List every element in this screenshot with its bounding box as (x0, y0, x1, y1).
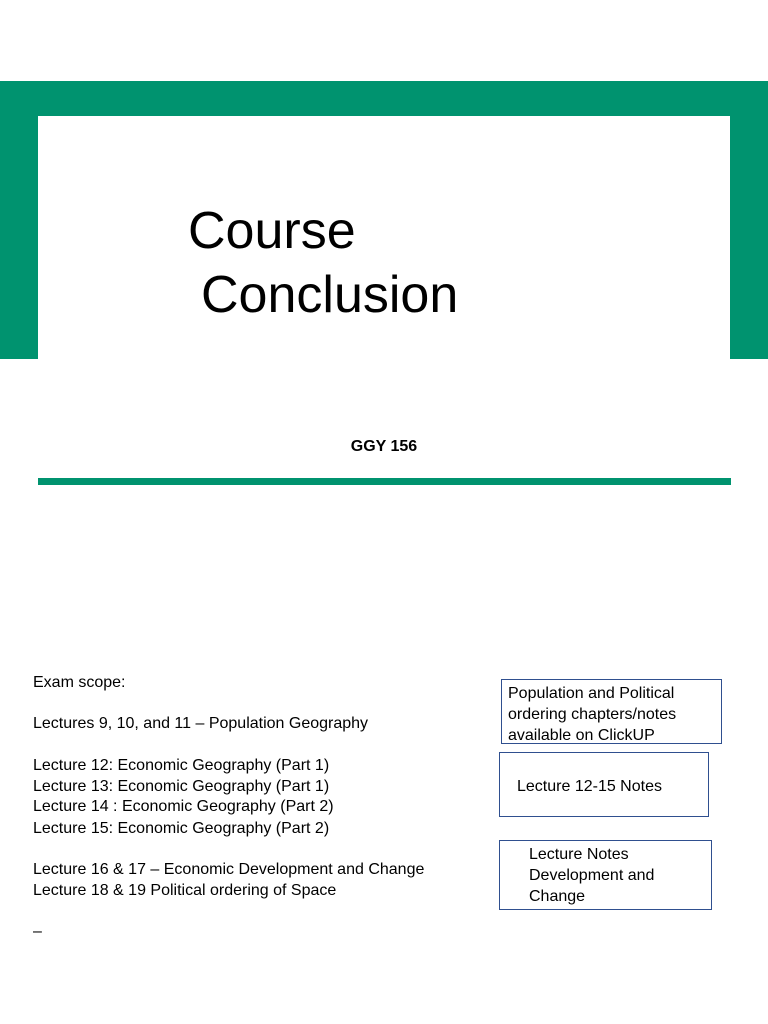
page-title-line-2: Conclusion (201, 266, 459, 324)
box-text-line: Lecture Notes (529, 846, 629, 863)
box-text-line: ordering chapters/notes (508, 706, 677, 723)
page-title-line-1: Course (188, 202, 356, 260)
exam-scope-line: Lecture 14 : Economic Geography (Part 2) (33, 798, 334, 815)
development-notes-box (499, 840, 712, 910)
exam-scope-line: Lecture 18 & 19 Political ordering of Space (33, 882, 337, 899)
exam-scope-line: Lecture 15: Economic Geography (Part 2) (33, 820, 330, 837)
exam-scope-line: Lecture 13: Economic Geography (Part 1) (33, 778, 330, 795)
box-text-line: Lecture 12-15 Notes (517, 778, 662, 795)
course-code: GGY 156 (350, 438, 418, 455)
exam-scope-line: Lecture 12: Economic Geography (Part 1) (33, 757, 330, 774)
trailing-dash: – (33, 923, 42, 940)
box-text-line: Change (529, 888, 586, 905)
box-text-line: Population and Political (508, 685, 675, 702)
divider-rule (38, 478, 731, 485)
exam-scope-heading: Exam scope: (33, 674, 126, 691)
box-text-line: available on ClickUP (508, 727, 655, 744)
exam-scope-line: Lecture 16 & 17 – Economic Development and Change (33, 861, 425, 878)
clickup-notes-box (501, 679, 722, 744)
lecture-notes-box (499, 752, 709, 817)
exam-scope-line: Lectures 9, 10, and 11 – Population Geography (33, 715, 369, 732)
box-text-line: Development and (529, 867, 655, 884)
